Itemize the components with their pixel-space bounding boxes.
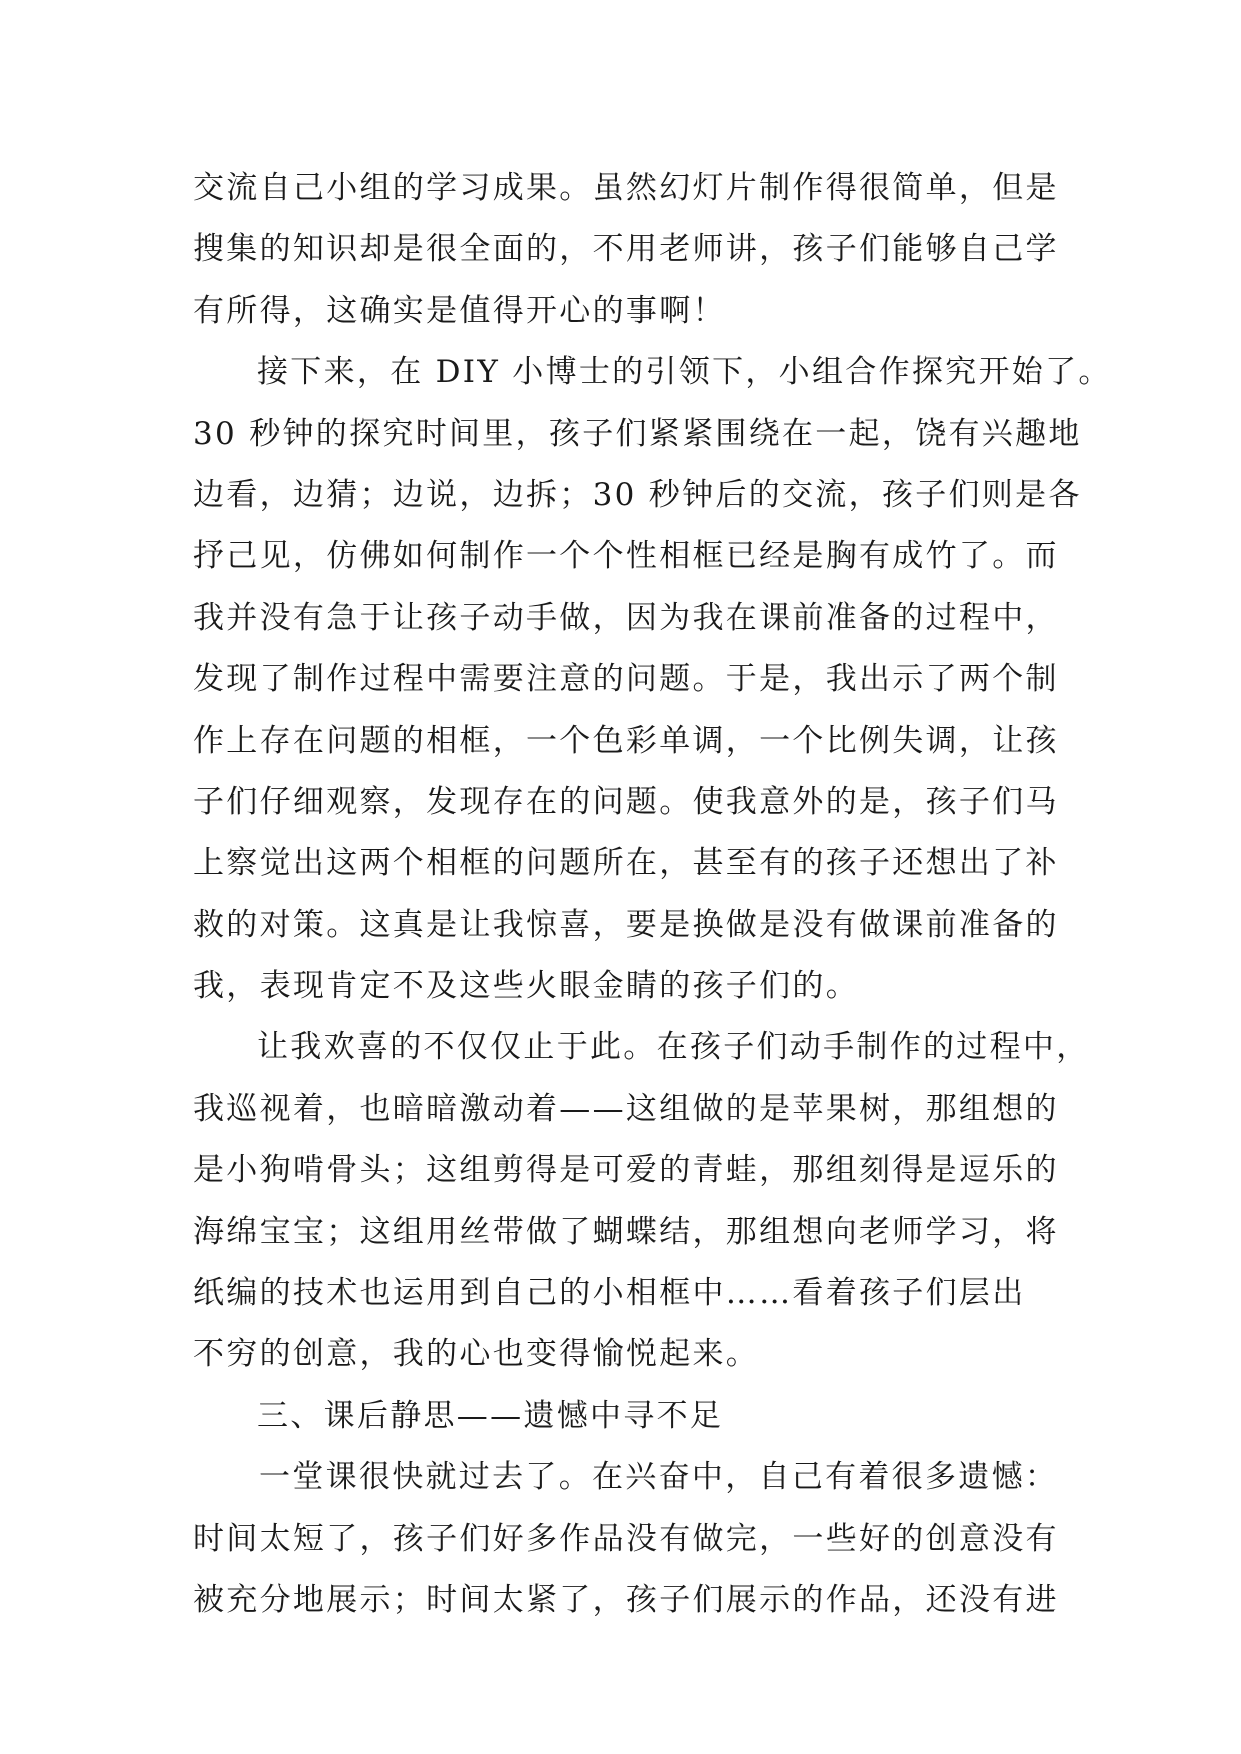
text-line: 不穷的创意，我的心也变得愉悦起来。: [193, 1336, 760, 1373]
text-line: 救的对策。这真是让我惊喜，要是换做是没有做课前准备的: [193, 906, 1059, 943]
paragraph-first-line: 让我欢喜的不仅仅止于此。在孩子们动手制作的过程中，: [257, 1029, 1090, 1066]
text-line: 纸编的技术也运用到自己的小相框中……看着孩子们层出: [193, 1275, 1026, 1312]
text-line: 我并没有急于让孩子动手做，因为我在课前准备的过程中，: [193, 599, 1059, 636]
paragraph-first-line: 一堂课很快就过去了。在兴奋中，自己有着很多遗憾：: [259, 1459, 1059, 1496]
body-text: [193, 158, 1112, 1631]
text-line: 作上存在问题的相框，一个色彩单调，一个比例失调，让孩: [193, 722, 1059, 759]
text-line: 是小狗啃骨头；这组剪得是可爱的青蛙，那组刻得是逗乐的: [193, 1152, 1059, 1189]
text-line: 边看，边猜；边说，边拆；30 秒钟后的交流，孩子们则是各: [193, 476, 1082, 513]
text-line: 上察觉出这两个相框的问题所在，甚至有的孩子还想出了补: [193, 845, 1059, 882]
text-line: 子们仔细观察，发现存在的问题。使我意外的是，孩子们马: [193, 783, 1059, 820]
text-line: 发现了制作过程中需要注意的问题。于是，我出示了两个制: [193, 661, 1059, 698]
section-heading: 三、课后静思——遗憾中寻不足: [257, 1397, 724, 1434]
text-line: 抒己见，仿佛如何制作一个个性相框已经是胸有成竹了。而: [193, 538, 1059, 575]
text-line: 海绵宝宝；这组用丝带做了蝴蝶结，那组想向老师学习，将: [193, 1213, 1059, 1250]
text-line: 时间太短了，孩子们好多作品没有做完，一些好的创意没有: [193, 1520, 1059, 1557]
text-line: 交流自己小组的学习成果。虽然幻灯片制作得很简单，但是: [193, 170, 1059, 206]
text-line: 被充分地展示；时间太紧了，孩子们展示的作品，还没有进: [193, 1581, 1059, 1618]
text-line: 30 秒钟的探究时间里，孩子们紧紧围绕在一起，饶有兴趣地: [193, 415, 1082, 452]
paragraph-first-line: 接下来，在 DIY 小博士的引领下，小组合作探究开始了。: [257, 354, 1112, 391]
text-line: 搜集的知识却是很全面的，不用老师讲，孩子们能够自己学: [193, 231, 1059, 268]
text-line: 我巡视着，也暗暗激动着——这组做的是苹果树，那组想的: [193, 1090, 1059, 1127]
text-line: 我，表现肯定不及这些火眼金睛的孩子们的。: [193, 968, 859, 1005]
text-line: 有所得，这确实是值得开心的事啊！: [193, 292, 726, 329]
